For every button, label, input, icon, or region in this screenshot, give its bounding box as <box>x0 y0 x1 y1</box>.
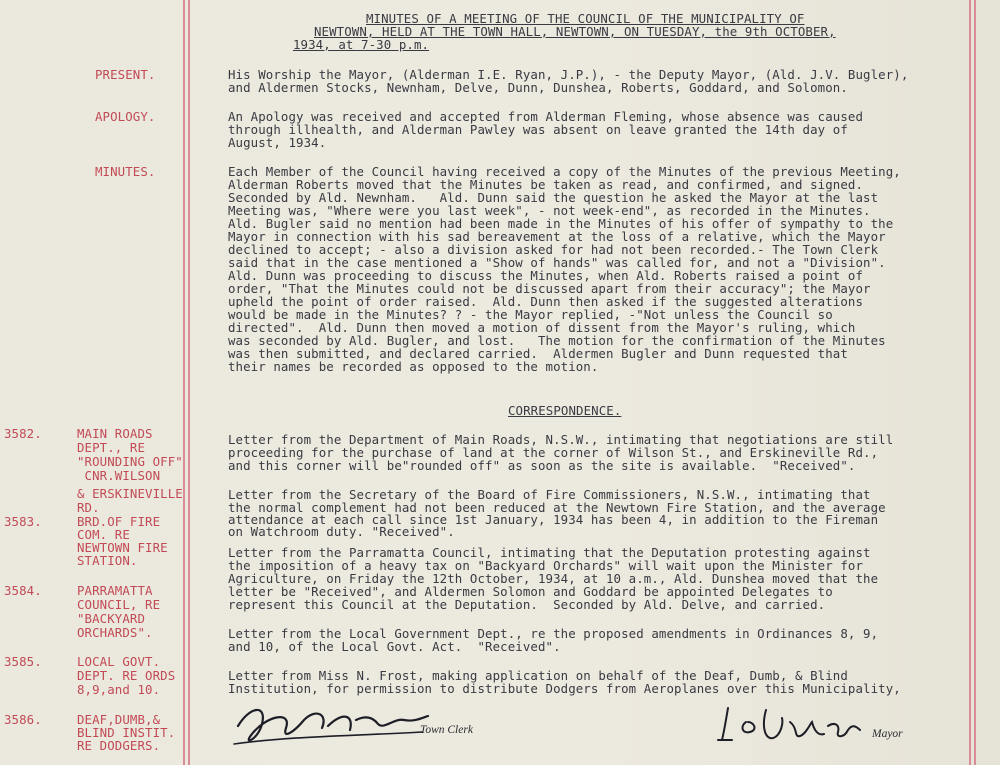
item-line: Institution, for permission to distribute Dodgers from Aeroplanes over this Municipality, <box>228 681 901 696</box>
item-margin-note: STATION. <box>77 553 138 568</box>
minutes-line: order, "That the Minutes could not be discussed apart from their accuracy"; the Mayor <box>228 281 871 296</box>
section-heading-correspondence: CORRESPONDENCE. <box>508 403 622 418</box>
item-number: 3583. <box>4 514 42 529</box>
minutes-line: Seconded by Ald. Newnham. Ald. Dunn said the question he asked the Mayor at the last <box>228 190 879 205</box>
minutes-line: upheld the point of order raised. Ald. Dunn then asked if the suggested alterations <box>228 294 864 309</box>
margin-rule-left <box>183 0 185 765</box>
minutes-line: their names be recorded as opposed to the motion. <box>228 359 599 374</box>
item-margin-note: "BACKYARD <box>77 611 146 626</box>
item-line: Letter from the Parramatta Council, intimating that the Deputation protesting against <box>228 545 871 560</box>
minutes-line: Ald. Dunn was proceeding to discuss the Minutes, when Ald. Roberts raised a point of <box>228 268 864 283</box>
item-line: Agriculture, on Friday the 12th October, 1934, at 10 a.m., Ald. Dunshea moved that the <box>228 571 879 586</box>
minutes-line: Ald. Bugler said no mention had been made in the Minutes of his offer of sympathy to the <box>228 216 894 231</box>
section-heading-apology: APOLOGY. <box>95 109 156 124</box>
present-line: and Aldermen Stocks, Newnham, Delve, Dunn, Dunshea, Roberts, Goddard, and Solomon. <box>228 80 848 95</box>
item-margin-note: RE DODGERS. <box>77 738 161 753</box>
mayor-signature <box>714 700 874 750</box>
minutes-line: Each Member of the Council having received a copy of the Minutes of the previous Meeting, <box>228 164 901 179</box>
section-heading-minutes: MINUTES. <box>95 164 156 179</box>
item-margin-note: NEWTOWN FIRE <box>77 540 168 555</box>
item-line: Letter from the Local Government Dept., re the proposed amendments in Ordinances 8, 9, <box>228 626 879 641</box>
town-clerk-signature <box>232 696 432 756</box>
item-line: and 10, of the Local Govt. Act. "Received". <box>228 639 561 654</box>
item-line: and this corner will be"rounded off" as soon as the site is available. "Received". <box>228 458 856 473</box>
item-line: Letter from the Secretary of the Board of Fire Commissioners, N.S.W., intimating that <box>228 487 871 502</box>
item-number: 3582. <box>4 426 42 441</box>
minutes-line: Meeting was, "Where were you last week", - not week-end", as recorded in the Minutes. <box>228 203 871 218</box>
minutes-line: declined to accept; - also a division asked for had not been recorded.- The Town Clerk <box>228 242 879 257</box>
item-number: 3586. <box>4 712 42 727</box>
item-line: Letter from the Department of Main Roads, N.S.W., intimating that negotiations are still <box>228 432 894 447</box>
apology-line: through illhealth, and Alderman Pawley was absent on leave granted the 14th day of <box>228 122 848 137</box>
item-line: letter be "Received", and Aldermen Solomon and Goddard be appointed Delegates to <box>228 584 833 599</box>
item-margin-note: BRD.OF FIRE <box>77 514 161 529</box>
item-margin-note: DEAF,DUMB,& <box>77 712 161 727</box>
item-line: the normal complement had not been reduced at the Newtown Fire Station, and the average <box>228 500 886 515</box>
apology-line: August, 1934. <box>228 135 327 150</box>
minutes-line: said that in the case mentioned a "Show of hands" was called for, and not a "Division". <box>228 255 886 270</box>
item-line: the imposition of a heavy tax on "Backyard Orchards" will wait upon the Minister for <box>228 558 864 573</box>
item-margin-note: BLIND INSTIT. <box>77 725 176 740</box>
minutes-line: Alderman Roberts moved that the Minutes be taken as read, and confirmed, and signed. <box>228 177 864 192</box>
item-margin-note: PARRAMATTA <box>77 583 153 598</box>
item-line: represent this Council at the Deputation. Seconded by Ald. Delve, and carried. <box>228 597 826 612</box>
item-number: 3584. <box>4 583 42 598</box>
item-margin-note: COM. RE <box>77 527 130 542</box>
item-margin-note: RD. <box>77 500 100 515</box>
apology-line: An Apology was received and accepted from Alderman Fleming, whose absence was caused <box>228 109 864 124</box>
margin-rule-right <box>969 0 971 765</box>
item-margin-note: & ERSKINEVILLE <box>77 486 183 501</box>
town-clerk-caption: Town Clerk <box>420 724 473 736</box>
item-margin-note: 8,9,and 10. <box>77 682 161 697</box>
title-line-2: NEWTOWN, HELD AT THE TOWN HALL, NEWTOWN, ON TUESDAY, the 9th OCTOBER, <box>314 24 836 39</box>
item-margin-note: COUNCIL, RE <box>77 597 161 612</box>
item-margin-note: LOCAL GOVT. <box>77 654 161 669</box>
minutes-line: was seconded by Ald. Bugler, and lost. The motion for the confirmation of the Minutes <box>228 333 886 348</box>
item-line: proceeding for the purchase of land at the corner of Wilson St., and Erskineville Rd., <box>228 445 879 460</box>
item-margin-note: ORCHARDS". <box>77 625 153 640</box>
item-line: on Watchroom duty. "Received". <box>228 524 455 539</box>
item-line: Letter from Miss N. Frost, making application on behalf of the Deaf, Dumb, & Blind <box>228 668 848 683</box>
section-heading-present: PRESENT. <box>95 67 156 82</box>
item-margin-note: "ROUNDING OFF" <box>77 454 183 469</box>
minutes-line: was then submitted, and declared carried. Aldermen Bugler and Dunn requested that <box>228 346 848 361</box>
minutes-line: would be made in the Minutes? ? - the Mayor replied, -"Not unless the Council so <box>228 307 833 322</box>
item-margin-note: CNR.WILSON <box>77 468 161 483</box>
item-margin-note: DEPT. RE ORDS <box>77 668 176 683</box>
title-line-1: MINUTES OF A MEETING OF THE COUNCIL OF THE MUNICIPALITY OF <box>366 11 805 26</box>
item-number: 3585. <box>4 654 42 669</box>
item-margin-note: DEPT., RE <box>77 440 146 455</box>
margin-rule-left-inner <box>188 0 190 765</box>
item-line: attendance at each call since 1st January, 1934 has been 4, in addition to the Fireman <box>228 512 879 527</box>
minutes-line: Mayor in connection with his sad bereavement at the loss of a relative, which the Mayor <box>228 229 886 244</box>
title-line-3: 1934, at 7-30 p.m. <box>293 37 430 52</box>
mayor-caption: Mayor <box>872 728 903 740</box>
present-line: His Worship the Mayor, (Alderman I.E. Ryan, J.P.), - the Deputy Mayor, (Ald. J.V. Bugler), <box>228 67 909 82</box>
item-margin-note: MAIN ROADS <box>77 426 153 441</box>
margin-rule-right-inner <box>974 0 976 765</box>
minutes-line: directed". Ald. Dunn then moved a motion of dissent from the Mayor's ruling, which <box>228 320 856 335</box>
